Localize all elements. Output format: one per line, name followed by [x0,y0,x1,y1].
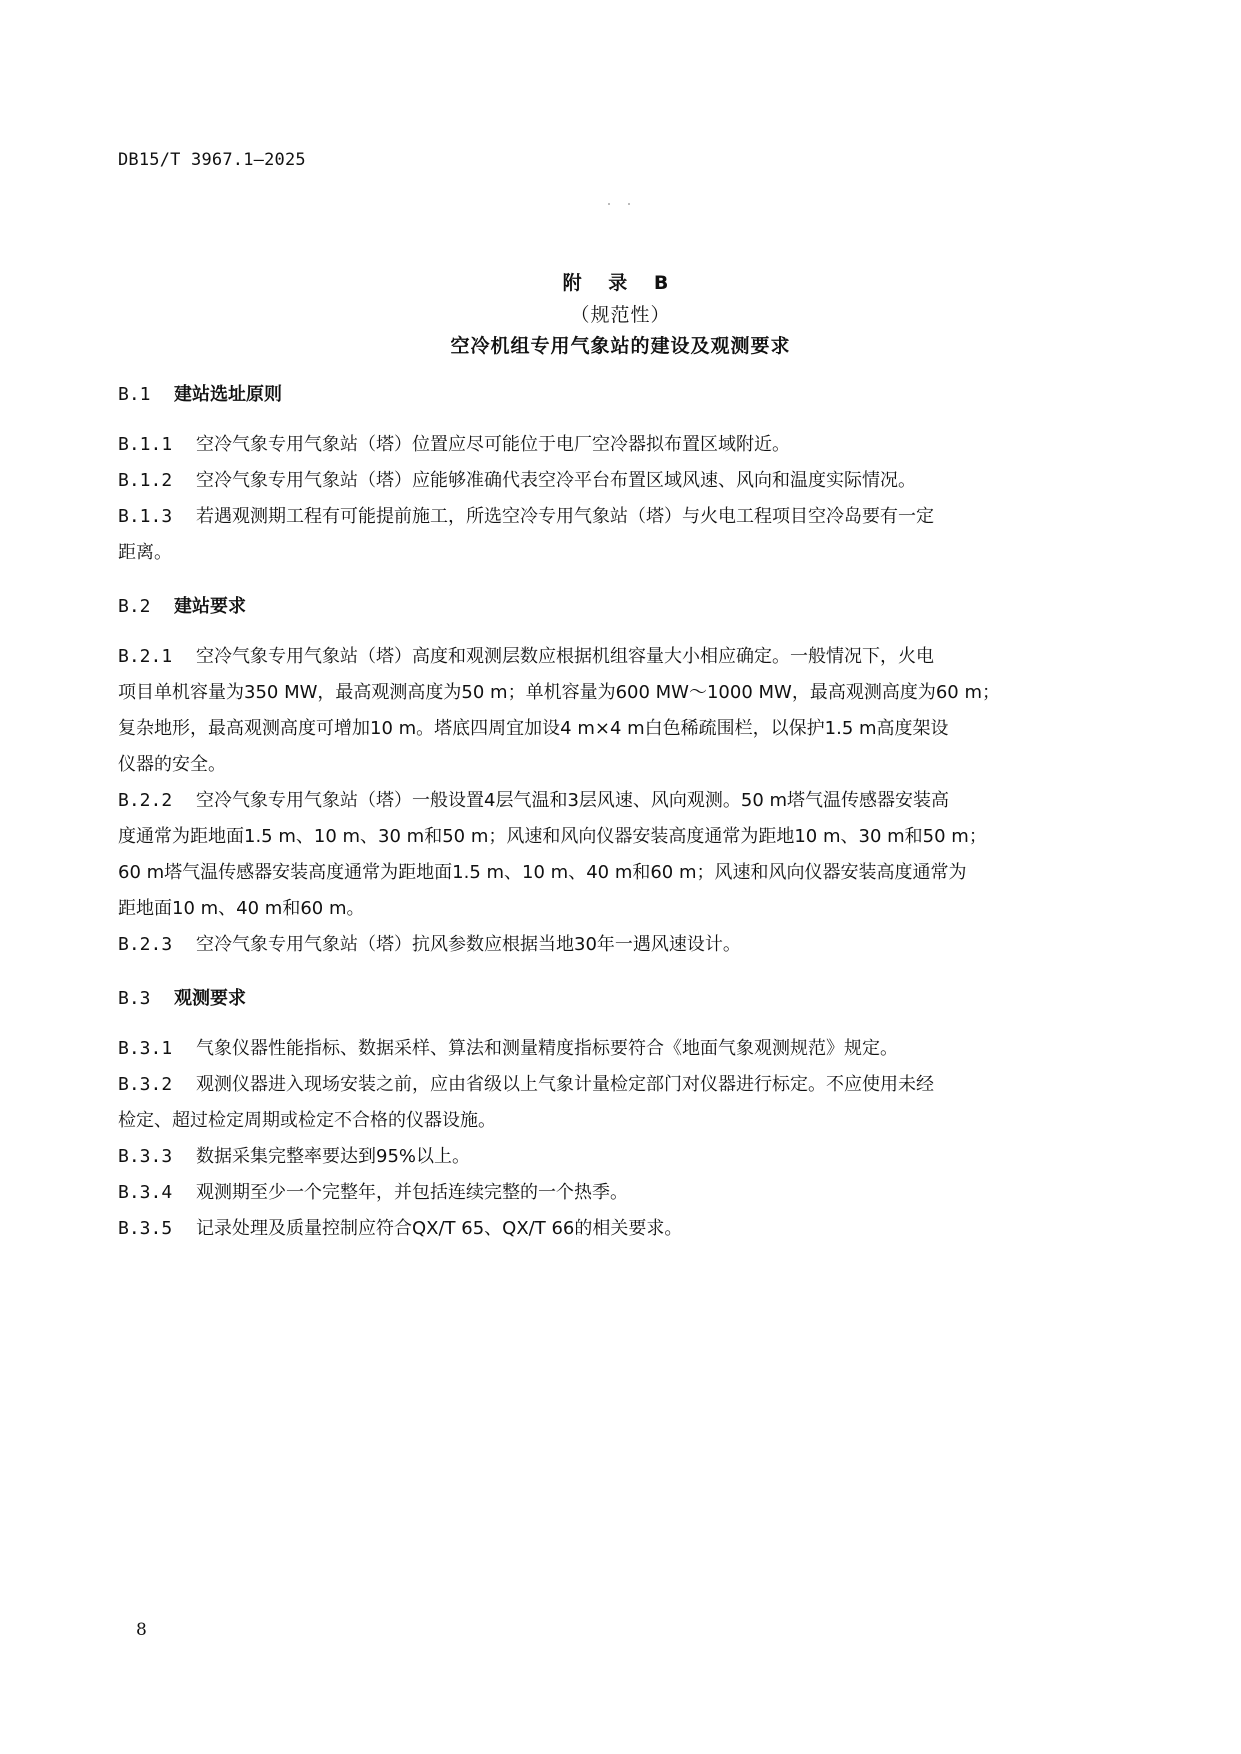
clause-b-1-1 [118,427,1103,463]
annex-nature: （规范性） [570,304,671,326]
section-number: B.1 [118,384,151,405]
clause-number: B.2.3 [118,934,173,955]
clause-b-3-1 [118,1031,1103,1067]
clause-b-1-3 [118,499,1103,571]
clause-text: 数据采集完整率要达到95%以上。 [196,1146,471,1167]
clause-b-1-2 [118,463,1103,499]
clause-number: B.2.2 [118,790,173,811]
clause-text: 空冷气象专用气象站（塔）高度和观测层数应根据机组容量大小相应确定。一般情况下，火电 [196,646,934,667]
clause-text-line: 距离。 [118,542,172,563]
clause-number: B.3.5 [118,1218,173,1239]
section-heading-b2 [118,592,246,618]
clause-text: 空冷气象专用气象站（塔）一般设置4层气温和3层风速、风向观测。50 m塔气温传感器安装高 [196,790,950,811]
clause-text-line: 项目单机容量为350 MW，最高观测高度为50 m；单机容量为600 MW～1000 MW，最高观测高度为60 m； [118,682,1000,703]
clause-b-2-3 [118,927,1103,963]
section-number: B.3 [118,988,151,1009]
annex-title: 附 录 B [562,272,679,294]
clause-b-3-3 [118,1139,1103,1175]
clause-b-2-1 [118,639,1103,783]
clause-text: 空冷气象专用气象站（塔）抗风参数应根据当地30年一遇风速设计。 [196,934,741,955]
clause-number: B.1.3 [118,506,173,527]
clause-b-3-2 [118,1067,1103,1139]
annex-name: 空冷机组专用气象站的建设及观测要求 [450,335,791,357]
clause-text: 气象仪器性能指标、数据采样、算法和测量精度指标要符合《地面气象观测规范》规定。 [196,1038,898,1059]
clause-number: B.1.2 [118,470,173,491]
clause-text: 记录处理及质量控制应符合QX/T 65、QX/T 66的相关要求。 [196,1218,683,1239]
clause-text-line: 复杂地形，最高观测高度可增加10 m。塔底四周宜加设4 m×4 m白色稀疏围栏，以保护1.5 m高度架设 [118,718,949,739]
clause-text: 观测仪器进入现场安装之前，应由省级以上气象计量检定部门对仪器进行标定。不应使用未经 [196,1074,934,1095]
clause-number: B.3.2 [118,1074,173,1095]
clause-number: B.3.1 [118,1038,173,1059]
clause-text-line: 仪器的安全。 [118,754,226,775]
clause-text: 若遇观测期工程有可能提前施工，所选空冷专用气象站（塔）与火电工程项目空冷岛要有一定 [196,506,934,527]
clause-text-line: 度通常为距地面1.5 m、10 m、30 m和50 m；风速和风向仪器安装高度通常为距地10 m、30 m和50 m； [118,826,987,847]
section-heading-b3 [118,984,246,1010]
clause-text-line: 检定、超过检定周期或检定不合格的仪器设施。 [118,1110,496,1131]
clause-number: B.2.1 [118,646,173,667]
clause-text-line: 60 m塔气温传感器安装高度通常为距地面1.5 m、10 m、40 m和60 m；风速和风向仪器安装高度通常为 [118,862,967,883]
page-number: 8 [136,1620,147,1640]
clause-b-3-5 [118,1211,1103,1247]
section-title: 建站选址原则 [174,384,282,405]
clause-number: B.1.1 [118,434,173,455]
clause-text: 空冷气象专用气象站（塔）位置应尽可能位于电厂空冷器拟布置区域附近。 [196,434,790,455]
scan-mark [608,203,630,205]
section-heading-b1 [118,380,282,406]
document-code: DB15/T 3967.1—2025 [118,150,306,170]
section-number: B.2 [118,596,151,617]
clause-b-2-2 [118,783,1103,927]
clause-number: B.3.3 [118,1146,173,1167]
clause-number: B.3.4 [118,1182,173,1203]
clause-text-line: 距地面10 m、40 m和60 m。 [118,898,365,919]
section-title: 观测要求 [174,988,246,1009]
section-title: 建站要求 [174,596,246,617]
clause-text: 观测期至少一个完整年，并包括连续完整的一个热季。 [196,1182,628,1203]
clause-b-3-4 [118,1175,1103,1211]
clause-text: 空冷气象专用气象站（塔）应能够准确代表空冷平台布置区域风速、风向和温度实际情况。 [196,470,916,491]
